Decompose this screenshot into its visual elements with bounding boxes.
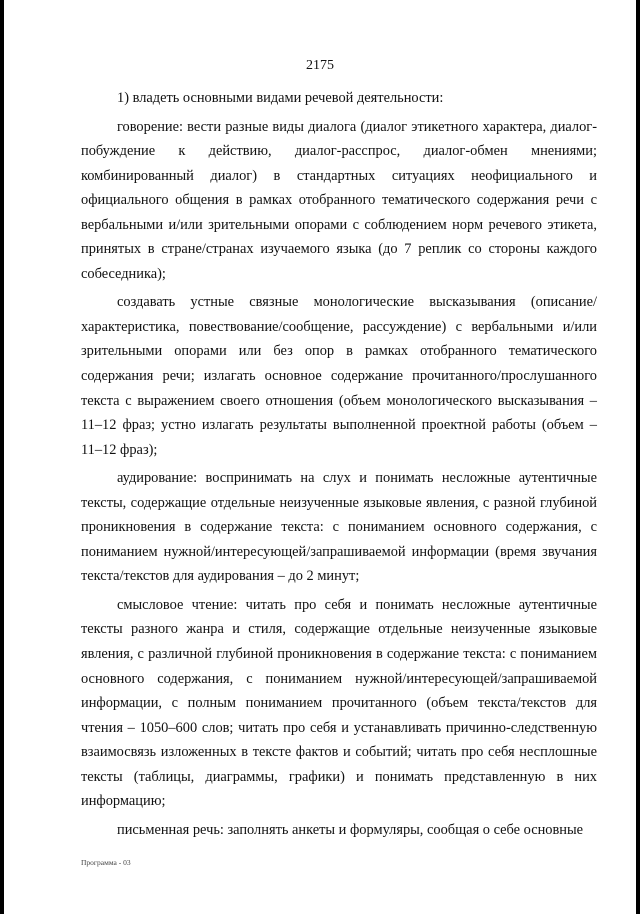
document-body (81, 86, 597, 842)
paragraph-writing: письменная речь: заполнять анкеты и формуляры, сообщая о себе основные (117, 821, 584, 838)
page-footer: Программа - 03 (81, 858, 131, 867)
paragraph-speaking: говорение: вести разные виды диалога (диалог этикетного характера, диалог-побуждение к действию, диалог-расспрос, диалог-обмен мнениями; комбинированный диалог) в стандартных ситуациях неофициального и официального общения в рамках отобранного тематического содержания речи с вербальными и/или зрительными опорами с соблюдением норм речевого этикета, принятых в стране/странах изучаемого языка (до 7 реплик со стороны каждого собеседника); (81, 118, 597, 282)
paragraph-listening: аудирование: воспринимать на слух и понимать несложные аутентичные тексты, содержащие отдельные неизученные языковые явления, с разной глубиной проникновения в содержание текста: с пониманием основного содержания, с пониманием нужной/интересующей/запрашиваемой информации (время звучания текста/текстов для аудирования – до 2 минут; (81, 470, 597, 585)
scan-left-edge (0, 0, 4, 914)
paragraph-intro: 1) владеть основными видами речевой деятельности: (117, 90, 444, 106)
paragraph-monologue: создавать устные связные монологические высказывания (описание/характеристика, повествование/сообщение, рассуждение) с вербальными и/или зрительными опорами или без опор в рамках отобранного тематического содержания речи; излагать основное содержание прочитанного/прослушанного текста с выражением своего отношения (объем монологического высказывания – 11–12 фраз; устно излагать результаты выполненной проектной работы (объем – 11–12 фраз); (81, 294, 597, 458)
paragraph-reading: смысловое чтение: читать про себя и понимать несложные аутентичные тексты разного жанра и стиля, содержащие отдельные неизученные языковые явления, с различной глубиной проникновения в содержание текста: с пониманием основного содержания, с пониманием нужной/интересующей/запрашиваемой информации, с полным пониманием прочитанного (объем текста/текстов для чтения – 1050–600 слов; читать про себя и устанавливать причинно-следственную взаимосвязь изложенных в тексте фактов и событий; читать про себя несплошные тексты (таблицы, диаграммы, графики) и понимать представленную в них информацию; (81, 596, 597, 810)
page-number: 2175 (306, 58, 334, 73)
scan-right-edge (636, 0, 640, 914)
